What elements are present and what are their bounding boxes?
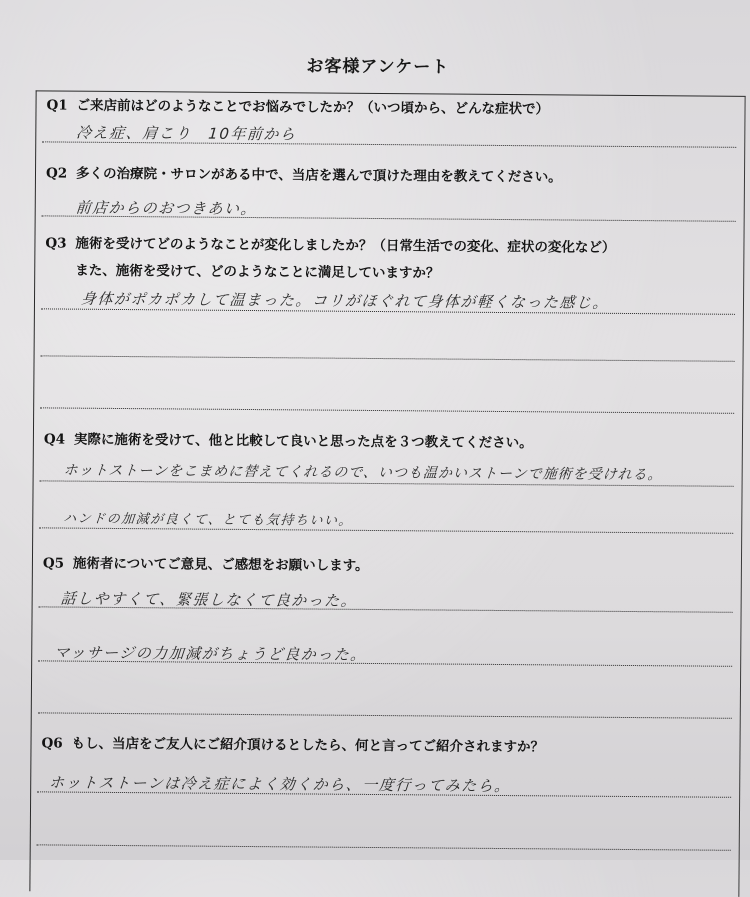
handwritten-answer[interactable]: 話しやすくて、緊張しなくて良かった。 [59, 589, 359, 610]
question-3 [45, 231, 615, 282]
handwritten-answer[interactable]: 冷え症、肩こり 10年前から [75, 123, 298, 144]
handwritten-answer[interactable]: ホットストーンは冷え症によく効くから、一度行ってみたら。 [48, 773, 512, 796]
answer-line [37, 844, 731, 850]
question-text: 実際に施術を受けて、他と比較して良いと思った点を３つ教えてください。 [73, 431, 533, 452]
handwritten-answer[interactable]: マッサージの力加減がちょうど良かった。 [53, 643, 368, 664]
question-number: Q6 [41, 735, 63, 752]
question-4 [44, 427, 533, 451]
question-number: Q2 [45, 165, 68, 182]
answer-line [38, 660, 732, 666]
survey-form-box [29, 90, 745, 897]
question-5 [43, 551, 369, 574]
question-text: 施術を受けてどのようなことが変化しましたか？（日常生活での変化、症状の変化など） [75, 235, 616, 256]
question-2 [46, 161, 562, 185]
handwritten-answer[interactable]: ホットストーンをこまめに替えてくれるので、いつも温かいストーンで施術を受けれる。 [62, 462, 664, 484]
handwritten-answer[interactable]: 身体がポカポカして温まった。コリがほぐれて身体が軽くなった感じ。 [80, 289, 610, 312]
question-6 [41, 731, 544, 755]
answer-line [42, 215, 736, 221]
answer-line [41, 355, 735, 361]
question-text: ご来店前はどのようなことでお悩みでしたか？（いつ頃から、どんな症状で） [76, 97, 550, 118]
answer-line [39, 527, 733, 533]
question-number: Q1 [46, 97, 68, 114]
handwritten-answer[interactable]: 前店からのおつきあい。 [75, 198, 258, 219]
question-text: 施術者についてご意見、ご感想をお願いします。 [72, 555, 369, 574]
question-text: 多くの治療院・サロンがある中で、当店を選んで頂けた理由を教えてください。 [75, 165, 562, 186]
answer-line [42, 141, 736, 147]
answer-line [38, 712, 732, 718]
handwritten-answer[interactable]: ハンドの加減が良くて、とても気持ちいい。 [62, 511, 354, 529]
question-text: もし、当店をご友人にご紹介頂けるとしたら、何と言ってご紹介されますか？ [71, 735, 545, 756]
answer-line [40, 407, 734, 413]
question-number: Q5 [42, 555, 65, 572]
answer-line [39, 606, 733, 612]
question-subtext: また、施術を受けて、どのようなことに満足していますか？ [75, 262, 440, 282]
question-1 [46, 93, 549, 117]
question-number: Q4 [43, 431, 66, 448]
survey-title: お客様アンケート [306, 56, 450, 78]
question-number: Q3 [45, 235, 67, 252]
